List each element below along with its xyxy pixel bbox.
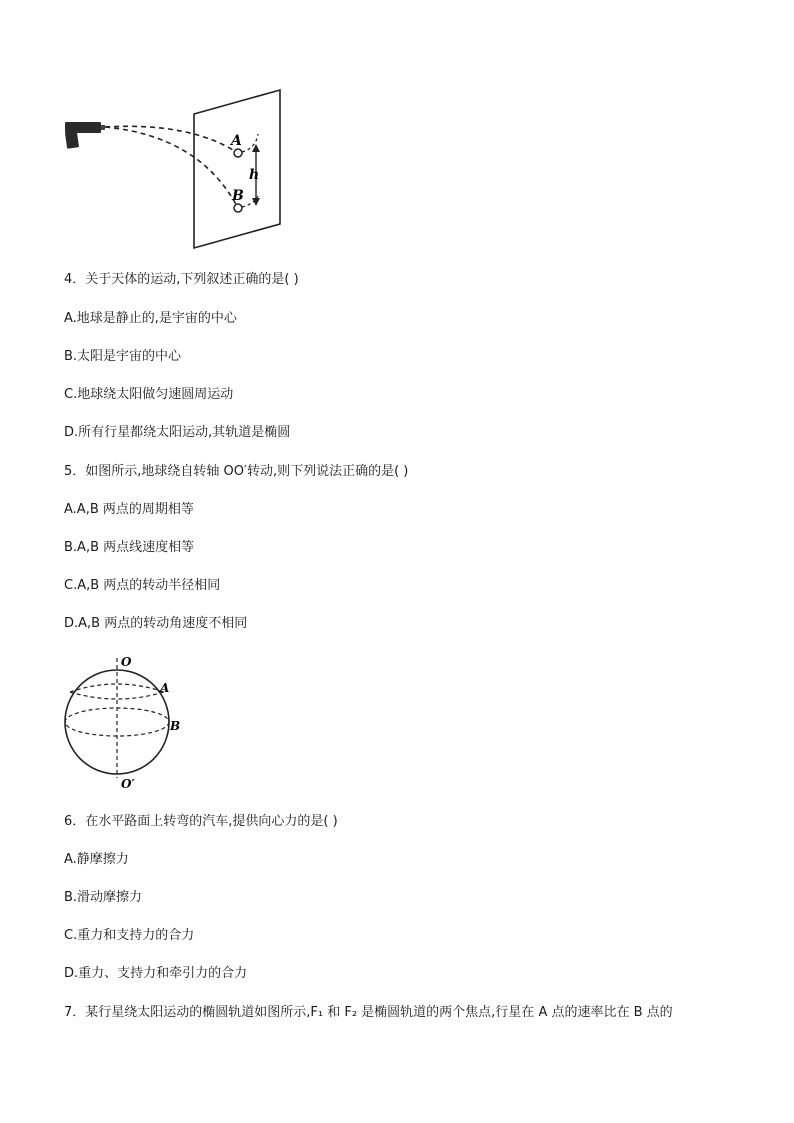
label-b: B (170, 719, 181, 733)
q5-option-b: B.A,B 两点线速度相等 (64, 540, 195, 555)
q7-stem: 7．某行星绕太阳运动的椭圆轨道如图所示,F₁ 和 F₂ 是椭圆轨道的两个焦点,行星在 A 点的速率比在 B 点的 (64, 1005, 673, 1020)
q5-option-c: C.A,B 两点的转动半径相同 (64, 578, 221, 593)
board (194, 90, 280, 248)
q5-option-d: D.A,B 两点的转动角速度不相同 (64, 616, 248, 631)
q6-option-b: B.滑动摩擦力 (64, 890, 143, 905)
earth-rotation-figure (60, 654, 190, 794)
q5-stem: 5．如图所示,地球绕自转轴 OO′转动,则下列说法正确的是( ) (64, 464, 409, 479)
pistol-icon (65, 122, 105, 149)
label-b: B (232, 188, 244, 204)
point-b-marker (234, 204, 242, 212)
q5-option-a: A.A,B 两点的周期相等 (64, 502, 194, 517)
projectile-figure (60, 86, 300, 254)
label-h: h (249, 167, 260, 183)
q4-option-b: B.太阳是宇宙的中心 (64, 349, 182, 364)
q4-option-a: A.地球是静止的,是宇宙的中心 (64, 311, 237, 326)
q6-option-a: A.静摩擦力 (64, 852, 129, 867)
q6-option-c: C.重力和支持力的合力 (64, 928, 195, 943)
trajectory-b (105, 127, 238, 208)
label-a: A (160, 681, 170, 695)
label-a: A (231, 133, 242, 149)
q6-option-d: D.重力、支持力和牵引力的合力 (64, 966, 248, 981)
q6-stem: 6．在水平路面上转弯的汽车,提供向心力的是( ) (64, 814, 338, 829)
q4-option-c: C.地球绕太阳做匀速圆周运动 (64, 387, 234, 402)
point-a-marker (234, 149, 242, 157)
label-o: O (121, 655, 132, 669)
q4-stem: 4．关于天体的运动,下列叙述正确的是( ) (64, 272, 299, 287)
label-o-prime: O′ (121, 777, 135, 791)
q4-option-d: D.所有行星都绕太阳运动,其轨道是椭圆 (64, 425, 291, 440)
